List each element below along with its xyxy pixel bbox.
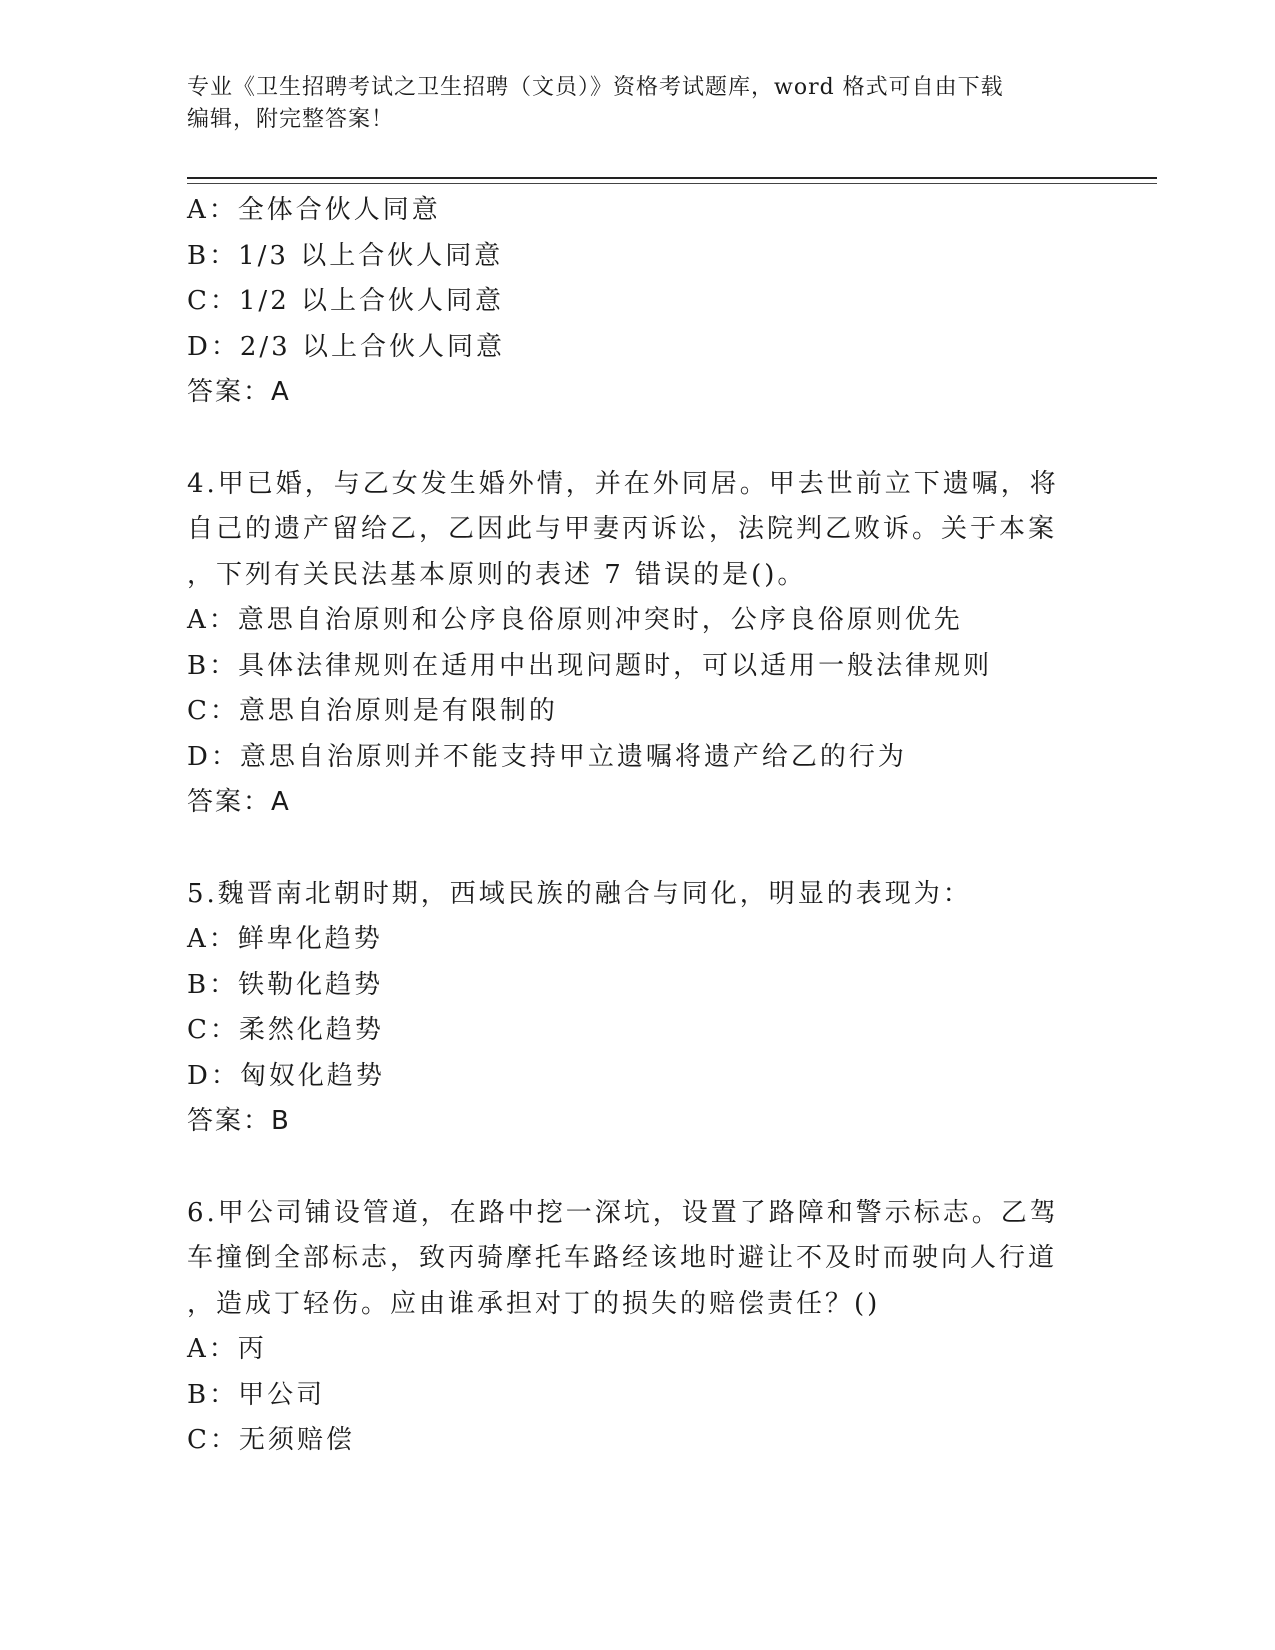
question-stem-line: 自己的遗产留给乙，乙因此与甲妻丙诉讼，法院判乙败诉。关于本案 [187,514,1058,544]
answer: 答案：A [187,787,291,817]
question-stem-line: 车撞倒全部标志，致丙骑摩托车路经该地时避让不及时而驶向人行道 [187,1243,1058,1273]
spacer [187,416,1087,462]
option-d: D：意思自治原则并不能支持甲立遗嘱将遗产给乙的行为 [187,741,907,772]
question-4 [187,462,1087,826]
question-stem-line: 6.甲公司铺设管道，在路中挖一深坑，设置了路障和警示标志。乙驾 [187,1197,1059,1228]
document-header [187,72,1087,136]
answer: 答案：A [187,377,291,407]
question-6 [187,1191,1087,1464]
option-a: A：意思自治原则和公序良俗原则冲突时，公序良俗原则优先 [187,605,963,635]
option-b: B：1/3 以上合伙人同意 [187,240,504,271]
header-line-1: 专业《卫生招聘考试之卫生招聘（文员）》资格考试题库，word 格式可自由下载 [187,75,1004,100]
option-c: C：柔然化趋势 [187,1015,384,1045]
option-c: C：意思自治原则是有限制的 [187,696,558,726]
option-c: C：无须赔偿 [187,1425,355,1455]
header-rule-thin [187,183,1157,184]
option-a: A：丙 [187,1334,267,1364]
spacer [187,826,1087,872]
question-stem-line: ，下列有关民法基本原则的表述 7 错误的是()。 [187,559,807,590]
option-a: A：全体合伙人同意 [187,195,441,225]
question-stem-line: 5.魏晋南北朝时期，西域民族的融合与同化，明显的表现为： [187,878,972,909]
option-b: B：铁勒化趋势 [187,969,384,1000]
answer: 答案：B [187,1106,291,1136]
question-3 [187,188,1087,416]
header-line-2: 编辑，附完整答案！ [187,107,395,132]
question-stem-line: ，造成丁轻伤。应由谁承担对丁的损失的赔偿责任？() [187,1288,881,1319]
option-d: D：匈奴化趋势 [187,1060,385,1091]
option-a: A：鲜卑化趋势 [187,924,383,954]
question-stem-line: 4.甲已婚，与乙女发生婚外情，并在外同居。甲去世前立下遗嘱，将 [187,468,1059,499]
question-list [187,188,1087,1464]
option-b: B：具体法律规则在适用中出现问题时，可以适用一般法律规则 [187,650,993,681]
option-b: B：甲公司 [187,1379,326,1410]
header-rule-thick [187,177,1157,179]
question-5 [187,872,1087,1145]
option-d: D：2/3 以上合伙人同意 [187,331,505,362]
option-c: C：1/2 以上合伙人同意 [187,286,505,316]
spacer [187,1145,1087,1191]
